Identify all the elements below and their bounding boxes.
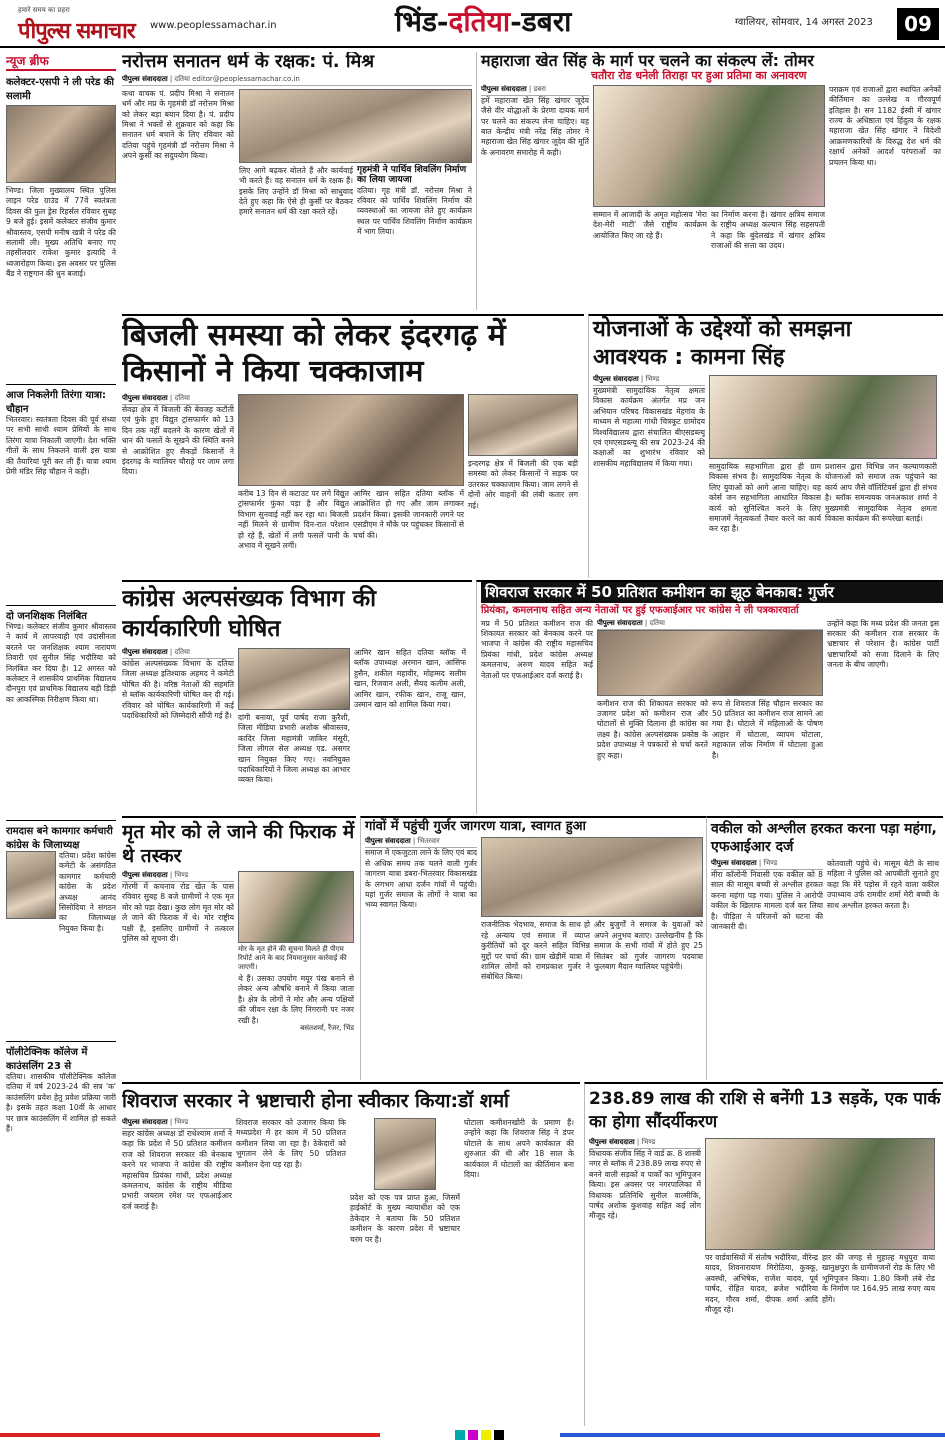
protest-photo xyxy=(238,394,464,486)
story-text: हमें महाराजा खेत सिंह खंगार जूदेव जैसे वीर योद्धाओं के प्रेरणा दायक मार्ग पर चलने का संकल्प लेना चाहिए। यह बात केन्द्रीय मंत्री नरेंद्र सिंह तोमर ने महाराजा खेत सिंह खंगार जूदेव की मूर्ति के अनावरण समारोह में कही। xyxy=(481,95,589,157)
crowd-photo xyxy=(468,394,578,456)
photo-credit: बसंतशर्मा, रैंजर, भिंड xyxy=(300,1024,354,1032)
parade-photo xyxy=(6,105,116,183)
byline: पीपुल्स संवाददाता | भितरवार xyxy=(365,837,477,848)
story-text: समाज में एकजुटता लाने के लिए एवं बाद से अधिक समय तक चलने वाली गुर्जर जागरण यात्रा डबरा-भितरवार विकासखंड के लगभग आधा दर्जन गांवों में पहुंची। यहां गुर्जर समाज के लोगों ने यात्रा का भव्य स्वागत किया। xyxy=(365,848,477,910)
byline: पीपुल्स संवाददाता | भिण्ड xyxy=(122,871,234,882)
brief-text: भिण्ड। जिला मुख्यालय स्थित पुलिस लाइन परेड ग्राउंड में 77वें स्वतंत्रता दिवस की फुल ड्रेस रिहर्सल रविवार सुबह 9 बजे हुई। इसमें कलेक्टर संजीव कुमार श्रीवास्तव, एसपी मनीष खत्री ने परेड की सलामी ली। मुख्य अतिथि बनाए गए तहसीलदार राकेश कुमार इत्यादि ने ध्वजारोहण किया। इस अवसर पर पुलिस बैंड ने राष्ट्रगान की धुन बजाई। xyxy=(6,186,116,279)
brief-title: पॉलीटेक्निक कॉलेज में काउंसलिंग 23 से xyxy=(6,1041,116,1072)
newspaper-logo: हमारे समय का प्रहरा पीपुल्स समाचार xyxy=(18,6,135,44)
statue-event-photo xyxy=(593,85,825,207)
byline: पीपुल्स संवाददाता | डबरा xyxy=(481,85,589,96)
group-photo xyxy=(238,648,350,710)
headline: शिवराज सरकार ने भ्रष्टाचारी होना स्वीकार किया:डॉ शर्मा xyxy=(122,1090,509,1112)
story-text: का निर्माण करना है। खंगार क्षत्रिय समाज के राष्ट्रीय अध्यक्ष कल्यान सिंह सहसपती ने कहा कि बुंदेलखंड में खंगार क्षत्रिय राजाओं की सत्ता का उदय। xyxy=(711,209,825,250)
print-color-bar xyxy=(560,1433,945,1437)
story-text: सहर कांग्रेस अध्यक्ष डॉ राधेश्याम शर्मा ने कहा कि प्रदेश में 50 प्रतिशत कमीशन राज को शिवराज सरकार की बेनकाब करने पर भाजपा ने कांग्रेस की राष्ट्रीय महासचिव प्रियंका गांधी, प्रदेश अध्यक्ष कमलनाथ, कांग्रेस के राष्ट्रीय मीडिया प्रभारी जयराम रमेश पर एफआईआर दर्ज कराई है। xyxy=(122,1129,232,1211)
subhead: गृहमंत्री ने पार्थिव शिवलिंग निर्माण का लिया जायजा xyxy=(357,164,467,185)
story-text: विधायक संजीव सिंह ने वार्ड क्र. 8 शास्त्री नगर से ब्लॉक में 238.89 लाख रुपए से बनने वाली सड़कों व पार्कों का भूमिपूजन किया। इस अवसर पर नगरपालिका में विधायक प्रतिनिधि सुनील वाल्मीकि, पार्षद अशोक कुशवाह सहित कई लोग मौजूद रहे। xyxy=(589,1149,701,1221)
headline: कांग्रेस अल्पसंख्यक विभाग की कार्यकारिणी घोषित xyxy=(122,586,377,642)
news-brief-column xyxy=(6,52,116,1424)
story-text: कथा वाचक पं. प्रदीप मिश्रा ने सनातन धर्म और मप्र के गृहमंत्री डॉ नरोत्तम मिश्रा को लेकर बड़ा बयान दिया है। पं. प्रदीप मिश्रा ने भक्तों से शुक्रवार को कहा कि सनातन धर्म बचाने के लिए रविवार को दतिया पहुंचे गृहमंत्री डॉ नरोत्तम मिश्रा ने अपने कुर्सी का सदुपयोग किया। xyxy=(122,88,234,161)
subhead: प्रियंका, कमलनाथ सहित अन्य नेताओं पर हुई एफआईआर पर कांग्रेस ने ली पत्रकारवार्ता xyxy=(481,604,799,616)
story-text: शिवराज सरकार को उजागर किया कि मध्यप्रदेश में हर काम में 50 प्रतिशत कमीशन लिया जा रहा है। ठेकेदारों को भुगतान लेने के लिए 50 प्रतिशत कमीशन देना पड़ रहा है। xyxy=(236,1118,346,1169)
headline: महाराजा खेत सिंह के मार्ग पर चलने का संकल्प लें: तोमर xyxy=(481,52,814,70)
story-text: गोरमी में कचनाव रोड खेत के पास रविवार सुबह 8 बजे ग्रामीणों ने एक मृत मोर को पड़ा देखा। कुछ लोग मृत मोर को ले जाने की फिराक में थे। मोर राष्ट्रीय पक्षी है, इसलिए ग्रामीणों ने तत्काल पुलिस को सूचना दी। xyxy=(122,882,234,944)
brief-title: दो जनशिक्षक निलंबित xyxy=(6,605,116,622)
story-gurjar xyxy=(360,816,707,1080)
headline: नरोत्तम सनातन धर्म के रक्षक: पं. मिश्र xyxy=(122,52,375,72)
story-text: राजनीतिक भेदभाव, समाज के साथ हो रहे अन्याय एवं समाज में व्याप्त कुरीतियों को दूर करने सहित विभिन्न मुद्दों पर चर्चा की। ग्राम खेड़ीमें यात्रा में शामिल लोगों को रामप्रकाश गुर्जर ने संबोधित किया। xyxy=(481,920,590,982)
story-bijli xyxy=(122,314,584,578)
registration-mark xyxy=(481,1430,491,1440)
subhead: चतौरा रोड धनेली तिराहा पर हुआ प्रतिमा का अनावरण xyxy=(591,68,807,82)
byline: पीपुल्स संवाददाता | भिण्ड xyxy=(589,1138,701,1149)
story-text: प्रशासन द्वारा विभिन्न जन कल्याणकारी योजनाओं को समाज तक पहुंचाने का कार्य आप जैसे वॉलिंटियर्स द्वारा ही संभव है। ब्लॉक समन्वयक जनअकाश शर्मा ने मुख्यमंत्री सामुदायिक नेतृत्व क्षमता विकास कार्यक्रम की रूपरेखा बताई। xyxy=(825,462,937,524)
byline: पीपुल्स संवाददाता | दतिया editor@peoplessamachar.co.in xyxy=(122,75,472,86)
story-text: सम्मान में आजादी के अमृत महोत्सव 'मेरा देश-मेरी माटी' जैसे राष्ट्रीय कार्यक्रम आयोजित किए जा रहे हैं। xyxy=(593,209,707,240)
registration-mark xyxy=(494,1430,504,1440)
story-text: दतिया। गृह मंत्री डॉ. नरोत्तम मिश्रा ने रविवार को पार्थिव शिवलिंग निर्माण की व्यवस्थाओं का जायजा लेते हुए कार्यक्रम स्थल पर पार्थिव शिवलिंग निर्माण कार्यक्रम में भाग लिया। xyxy=(357,185,472,237)
bhoomipujan-photo xyxy=(705,1138,935,1250)
story-text: पराक्रम एवं राजाओं द्वारा स्थापित अनेकों कीर्तिमान का उल्लेख व गौरवपूर्ण इतिहास है। सन 1182 ईस्वी में खंगार राज्य के अधिष्ठाता एवं हिंदुत्व के रक्षक महाराजा खेत सिंह खंगार ने विदेशी आक्रमणकारियों के विरुद्ध देश धर्म की रक्षार्थ अनेकों आदर्श परंपराओं का प्रचलन किया था। xyxy=(829,84,941,167)
story-text: इन्दरगढ़ क्षेत्र में बिजली की एक बड़ी समस्या को लेकर किसानों ने सड़क पर उतरकर चक्काजाम किया। जाम लगने से दोनों ओर वाहनों की लंबी कतार लग गई। xyxy=(468,459,578,510)
page-number: 09 xyxy=(897,8,939,40)
story-vakil xyxy=(706,816,943,1080)
story-text: उन्होंने कहा कि मध्य प्रदेश की जनता इस सरकार की कमीशन राज सरकार के भ्रष्टाचार से परेशान है। कांग्रेस पार्टी भ्रष्टाचारियों को सजा दिलाने के लिए जनता के बीच जाएगी। xyxy=(827,618,939,670)
byline: पीपुल्स संवाददाता | दतिया xyxy=(122,648,234,659)
brief-text: भिण्ड। कलेक्टर संजीव कुमार श्रीवास्तव ने कार्य में लापरवाही एवं उदासीनता बरतने पर जनशिक्षक श्याम नारायण तिवारी एवं सुनील सिंह भदौरिया को निलंबित कर दिया है। 12 अगस्त को कलेक्टर ने शासकीय प्राथमिक विद्यालय दौनपुरा एवं प्राथमिक विद्यालय बड़ी डिड़ी का आकस्मिक निरीक्षण किया था। xyxy=(6,622,116,704)
story-text: सेवढ़ा क्षेत्र में बिजली की बेवजह कटौती एवं फुंके हुए विद्युत ट्रांसफार्मर को 13 दिन तक नहीं बदलने के कारण खेतों में धान की फसलें के सूखने की स्थिति बनने से आक्रोशित हुए सैकड़ों किसानों ने इंदरगढ़ के ग्वालियर चौराहे पर जाम लगा दिया। xyxy=(122,405,234,477)
story-text: कांग्रेस अल्पसंख्यक विभाग के दतिया जिला अध्यक्ष इतिश्याक अहमद ने कमेटी घोषित की है। वरिष्ठ नेताओं की सहमति से ब्लॉक कार्यकारिणी घोषित कर दी गई। रविवार को घोषित कार्यकारिणी में कई पदाधिकारियों को जिम्मेदारी सौंपी गई है। xyxy=(122,659,234,721)
peacock-photo xyxy=(238,871,354,943)
speaker-photo xyxy=(239,89,472,163)
story-text: मप्र में 50 प्रतिशत कमीशन राज की शिकायत सरकार को बेनकाब करने पर भाजपा ने कांग्रेस की राष्ट्रीय महासचिव प्रियंका गांधी, प्रदेश कांग्रेस अध्यक्ष कमलनाथ, अरुण यादव सहित कई नेताओं पर एफआईआर दर्ज कराई है। xyxy=(481,618,593,680)
story-mor xyxy=(122,816,356,1080)
story-text: कोतवाली पहुंचे थे। मासूम बेटी के साथ महिला ने पुलिस को आपबीती सुनाते हुए कहा कि मेरे पड़ोस में रहने वाला वकील उपाध्याय उर्फ रामवीर शर्मा मेरी बच्ची के साथ अश्लील हरकत करता है। xyxy=(827,859,939,910)
story-text: हार की जगह से मुहाल्ह मधुपुरा वाया खानुक्षपुरा के ग्रामीणजनों रोड के लिए भी भूमिपूजन किया। 1.80 किमी लंबे रोड के निर्माण पर 164.95 लाख रुपए व्यय होंगे। xyxy=(822,1253,935,1304)
brief-title: रामदास बने कामगार कर्मचारी कांग्रेस के जिलाध्यक्ष xyxy=(6,820,116,851)
brief-text: दतिया। प्रदेश कांग्रेस कमेटी के असंगठित कामगार कर्मचारी कांग्रेस के प्रदेश अध्यक्ष आनंद सिसोदिया ने संगठन का जिलाध्यक्ष नियुक्त किया है। xyxy=(59,851,116,933)
brief-title: आज निकलेगी तिरंगा यात्रा: चौहान xyxy=(6,384,116,415)
headline: 238.89 लाख की राशि से बनेंगी 13 सड़कें, एक पार्क का होगा सौंदर्यीकरण xyxy=(589,1089,941,1132)
brief-text: भितरवार। स्वतंत्रता दिवस की पूर्व संध्या पर सभी साथी श्याम प्रेमियों के साथ तिरंगा यात्रा निकाली जाएगी। देश भक्ति गीतों के साथ निकलने वाली इस यात्रा की तैयारियां पूरी कर ली हैं। यात्रा श्याम प्रेमी मंडिर सिंह चौहान ने कही। xyxy=(6,415,116,477)
story-text: दांगी बनाया, पूर्व पार्षद राजा कुरैशी, जिला मीडिया प्रभारी अशोक श्रीवास्तव, कादिर जिला महामंत्री जाकिर मंसूरी, जिला लीगल सेल अध्यक्ष एड. असगर खान नियुक्त किए गए। नवनियुक्त पदाधिकारियों ने जिला अध्यक्ष का आभार व्यक्त किया। xyxy=(238,713,350,785)
print-color-bar xyxy=(0,1433,380,1437)
seminar-photo xyxy=(709,375,937,459)
photo-caption: मोर के मृत होने की सूचना मिलते ही पीएम रिपोर्ट आने के बाद नियमानुसार कार्रवाई की जाएगी। xyxy=(238,945,347,971)
story-yojana xyxy=(588,314,943,578)
edition-title: भिंड-दतिया-डबरा xyxy=(395,5,572,38)
story-text: मुख्यमंत्री सामुदायिक नेतृत्व क्षमता विकास कार्यक्रम अंतर्गत मप्र जन अभियान परिषद विकासखंड मेहगांव के माध्यम से महात्मा गांधी चित्रकूट ग्रामोदय विश्वविद्यालय द्वारा संचालित बीएसडब्ल्यू एवं एमएसडब्ल्यू की सत्र 2023-24 की कक्षाओं का शुभारंभ रविवार को शासकीय महाविद्यालय में किया गया। xyxy=(593,386,705,468)
headline: मृत मोर को ले जाने की फिराक में थे तस्कर xyxy=(122,821,355,867)
dateline: ग्वालियर, सोमवार, 14 अगस्त 2023 xyxy=(735,17,873,28)
headline: बिजली समस्या को लेकर इंदरगढ़ में किसानों ने किया चक्काजाम xyxy=(122,318,506,389)
headline: गांवों में पहुंची गुर्जर जागरण यात्रा, स्वागत हुआ xyxy=(365,819,586,834)
story-tomar xyxy=(476,52,943,310)
registration-mark xyxy=(455,1430,465,1440)
story-text: करीब 13 दिन से कटाउट पर लगे विद्युत ट्रांसफार्मर फुंका पड़ा है और विद्युत विभाग सुनवाई नहीं कर रहा था। बिजली नहीं मिलने से ग्रामीण दिन-रात परेशान हो रहे हैं, खेतों में लगी फसलें पानी के अभाव में सूखने लगीं। xyxy=(238,489,349,551)
story-text: रूप से शिवराज सिंह चौहान सरकार का 50 प्रतिशत का कमीशन राज सामने आ गया है। घोटाले में महिलाओं के पोषण आहार में घोटाला, व्यापम घोटाला, महाकाल लोक निर्माण में घोटाला हुआ है। xyxy=(712,698,823,760)
headline: वकील को अश्लील हरकत करना पड़ा महंगा, एफआईआर दर्ज xyxy=(711,821,937,855)
story-text: लिए आगे बढ़कर बोलते हैं और कार्यवाई भी करते हैं। वह सनातन धर्म के रक्षक हैं। इसके लिए उन्होंने डॉ मिश्रा को साधुवाद देते हुए कहा कि ऐसे ही कुर्सी पर बैठकर हमारे सनातन धर्म की रक्षा करते रहें। xyxy=(239,165,353,217)
story-text: प्रदेश को एक पत्र प्राप्त हुआ, जिसमें हाईकोर्ट के मुख्य न्यायाधीश को एक ठेकेदार ने बताया कि 50 प्रतिशत कमीशन के कारण प्रदेश में भ्रष्टाचार चरम पर है। xyxy=(350,1193,460,1244)
byline: पीपुल्स संवाददाता | भिण्ड xyxy=(122,1118,232,1129)
story-text: थे हैं। उसका उपयोग मयूर पंख बनाने से लेकर अन्य औषधि बनाने में किया जाता है। क्षेत्र के लोगों ने मोर और अन्य पक्षियों की जीवन रक्षा के लिए निगरानी पर नजर रखी है। xyxy=(238,974,354,1024)
story-sharma xyxy=(122,1082,580,1426)
brief-section-label: न्यूज ब्रीफ xyxy=(6,52,116,71)
byline: पीपुल्स संवाददाता | भिण्ड xyxy=(711,859,823,870)
story-text: पर वार्डवासियों में संतोष भदौरिया, वीरेन्द्र यादव, शिवनारायण मिरोठिया, कुक्कू, अवस्थी, अभिषेक, राजेश यादव, पूर्व पार्षद, रोहित यादव, ब्रजेश भदौरिया मदन, गौरव शर्मा, दीपक शर्मा आदि मौजूद रहे। xyxy=(705,1253,818,1315)
byline: पीपुल्स संवाददाता | दतिया xyxy=(122,394,234,405)
brief-text: दतिया। शासकीय पॉलीटेक्निक कॉलेज दतिया में वर्ष 2023-24 की सत्र 'क' काउंसलिंग प्रवेश हेतु प्रवेश प्रक्रिया जारी है। इसके तहत कक्षा 10वीं के आधार पर छात्र काउंसलिंग में शामिल हो सकते हैं। xyxy=(6,1072,116,1134)
registration-mark xyxy=(468,1430,478,1440)
story-text: घोटाला कमीशनखोरी के प्रमाण हैं। उन्होंने कहा कि शिवराज सिंह ने डंपर घोटाले के साथ अपने कार्यकाल की शुरुआत की थी और 18 साल के कार्यकाल में घोटालों का कीर्तिमान बना दिया। xyxy=(464,1118,574,1180)
story-text: मीरा कॉलोनी निवासी एक वकील को 8 साल की मासूम बच्ची से अश्लील हरकत करना महंगा पड़ गया। पुलिस ने आरोपी वकील के खिलाफ मामला दर्ज कर लिया है। पीड़िता ने परिजनों को घटना की जानकारी दी। xyxy=(711,870,823,932)
leader-portrait-photo xyxy=(374,1118,436,1190)
story-narottam xyxy=(122,52,472,310)
byline: पीपुल्स संवाददाता | भिण्ड xyxy=(593,375,705,386)
headline-line2: आवश्यक : कामना सिंह xyxy=(593,345,785,370)
headline: योजनाओं के उद्देश्यों को समझना xyxy=(593,317,852,342)
story-text: आमिर खान सहित दतिया ब्लॉक में आक्रोशित हो गए और जाम लगाकर प्रदर्शन किया। इसकी जानकारी लगने पर एसडीएम ने मौके पर पहुंचकर किसानों से चर्चा की। xyxy=(353,489,464,540)
website-url: www.peoplessamachar.in xyxy=(150,20,277,31)
press-conference-photo xyxy=(597,630,823,696)
brief-title: कलेक्टर-एसपी ने ली परेड की सलामी xyxy=(6,77,114,102)
story-shivraj xyxy=(476,580,943,814)
byline: पीपुल्स संवाददाता | दतिया xyxy=(597,619,823,630)
portrait-photo xyxy=(6,851,56,919)
story-text: और बुजुर्गों ने समाज के युवाओं को अपने अनुभव बताए। उल्लेखनीय है कि समाज के सभी गांवों में होते हुए 25 सितंबर को गुर्जर जागरण पदयात्रा फूलबाग मैदान ग्वालियर पहुंचेगी। xyxy=(594,920,703,971)
masthead xyxy=(0,0,945,48)
story-text: सामुदायिक सहभागिता द्वारा ही ग्राम विकास संभव है। सामुदायिक नेतृत्व के लिए युवाओं को आगे आना चाहिए। यह कोर्स जन सहभागिता आधारित विकास कार्य को सुनिश्चित करने के लिए समाजमें नेतृत्वकर्ता तैयार करने का कार्य कर रहा है। xyxy=(709,462,821,534)
story-congress xyxy=(122,580,472,814)
headline: शिवराज सरकार में 50 प्रतिशत कमीशन का झूठ बेनकाब: गुर्जर xyxy=(485,583,834,601)
yatra-photo xyxy=(481,837,703,917)
story-text: कमीशन राज की शिकायत सरकार को उजागर प्रदेश को कमीशन राज और घोटालों से मुक्ति दिलाना ही कांग्रेस का लक्ष्य है। कांग्रेस अल्पसंख्यक प्रकोष्ठ के प्रदेश उपाध्यक्ष ने पत्रकारों से चर्चा करते हुए कहा। xyxy=(597,698,708,760)
story-text: आमिर खान सहित दतिया ब्लॉक में ब्लॉक उपाध्यक्ष अरमान खान, आसिफ हुसैन, शकील महावीर, मोहम्मद सलीम खान, रिजवान अली, सैयद कलीम अली, आमिर खान, रफीक खान, राजू खान, उस्मान खान को शामिल किया गया। xyxy=(354,648,466,710)
story-sadak xyxy=(584,1082,943,1426)
